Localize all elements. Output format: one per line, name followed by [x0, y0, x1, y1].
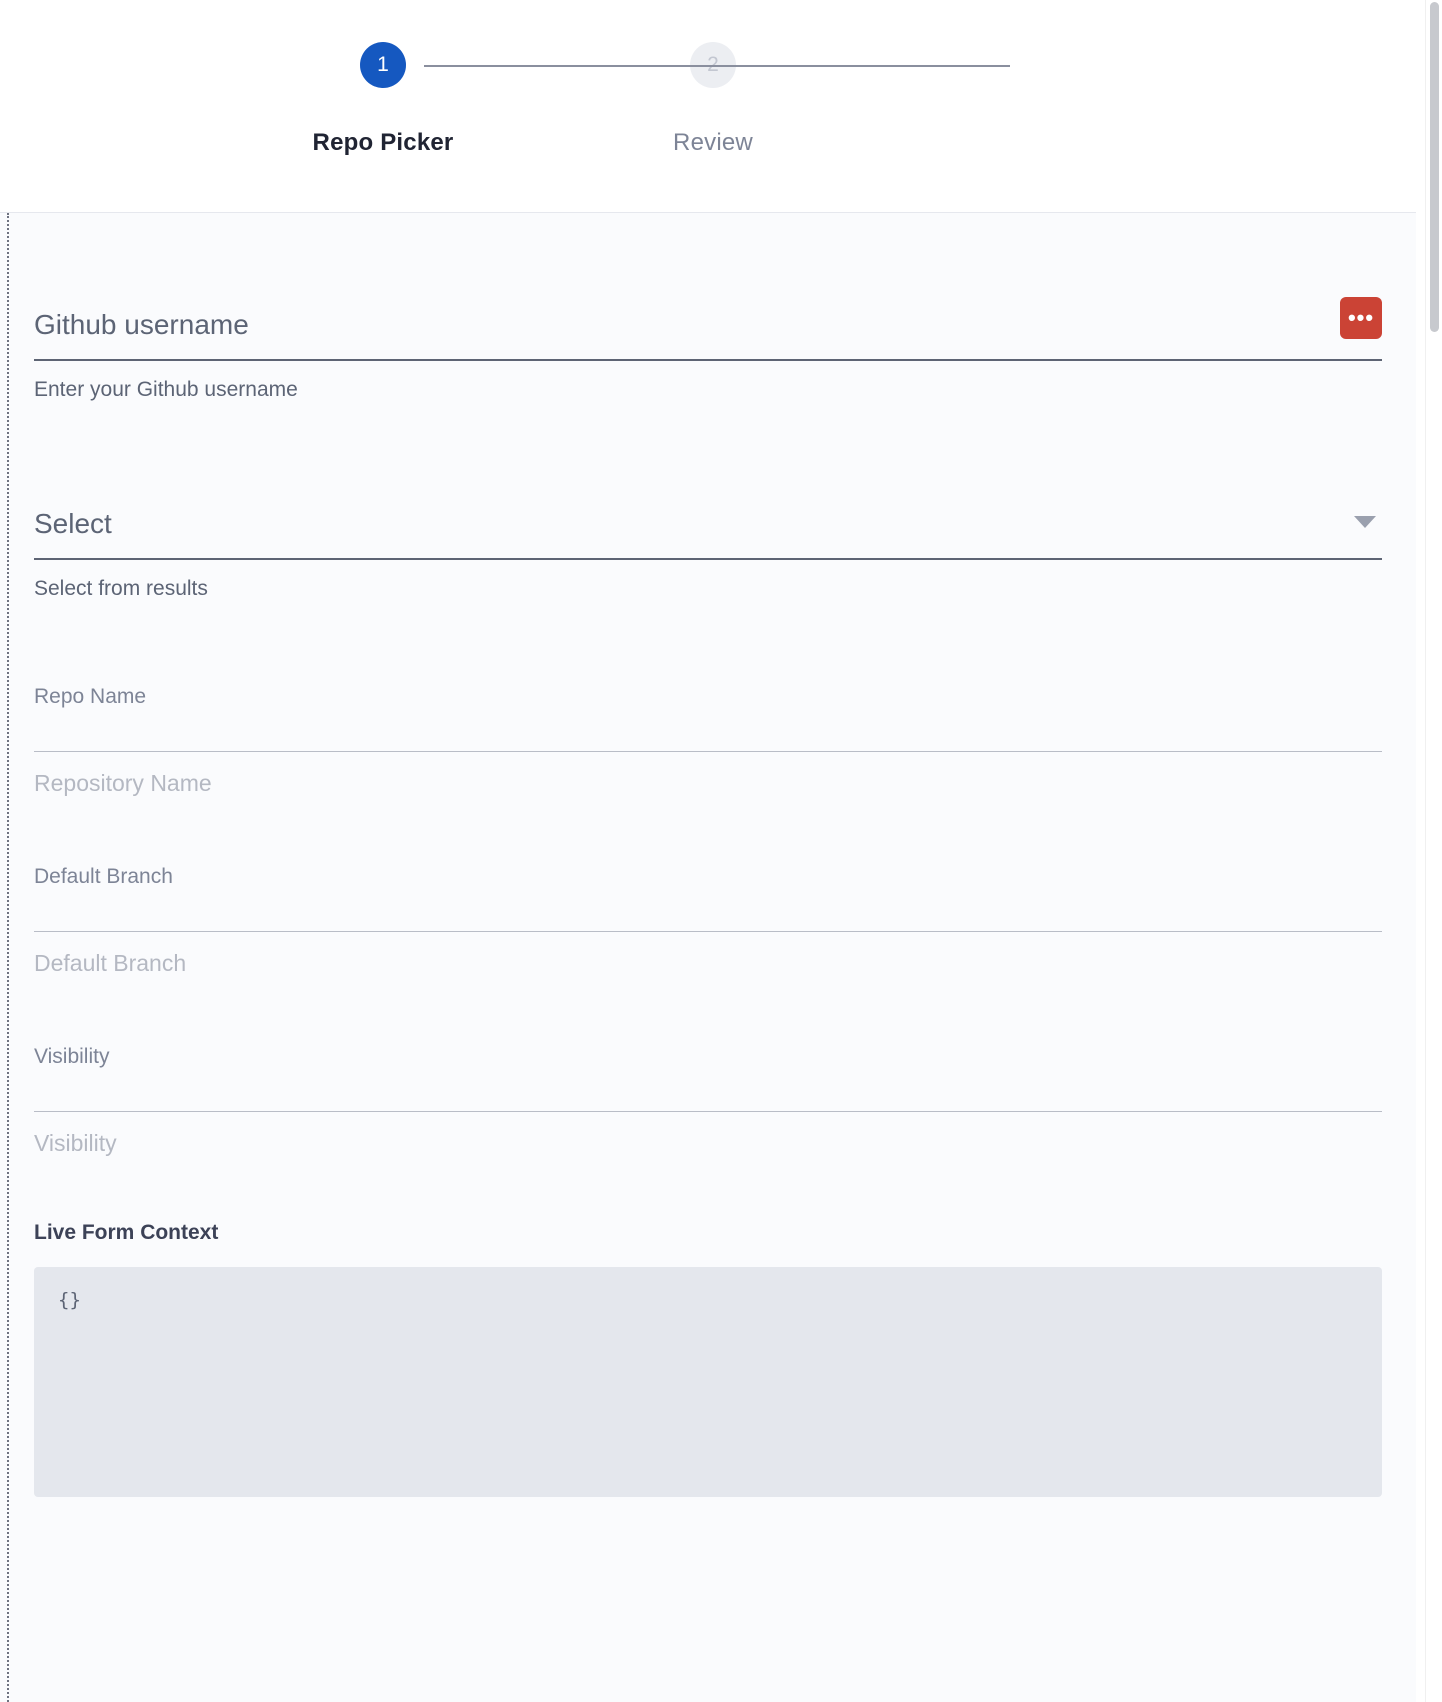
live-form-context-title: Live Form Context: [34, 1221, 219, 1244]
live-form-context-output: {}: [34, 1267, 1382, 1497]
default-branch-underline: [34, 931, 1382, 932]
github-username-error-icon[interactable]: •••: [1340, 297, 1382, 339]
step-1-circle[interactable]: 1: [360, 42, 406, 88]
github-username-hint: Enter your Github username: [34, 378, 298, 401]
page-scrollbar-thumb[interactable]: [1430, 2, 1439, 332]
chevron-down-icon[interactable]: [1354, 516, 1376, 528]
field-visibility[interactable]: [34, 1046, 1382, 1155]
default-branch-label: Default Branch: [34, 865, 173, 888]
github-username-underline: [34, 359, 1382, 361]
github-username-label: Github username: [34, 309, 249, 340]
wizard-stepper: [0, 0, 1442, 212]
live-form-context-section: [34, 1221, 1382, 1497]
stepper-step-review[interactable]: [548, 42, 878, 157]
repo-picker-form: [0, 212, 1416, 1702]
default-branch-input[interactable]: Default Branch: [34, 950, 187, 976]
repo-name-input[interactable]: Repository Name: [34, 770, 212, 796]
stepper-step-repo-picker[interactable]: [218, 42, 548, 157]
repo-name-label: Repo Name: [34, 685, 147, 708]
panel-dashed-border: [7, 213, 9, 1702]
field-github-username[interactable]: [34, 305, 1382, 402]
repo-select-hint: Select from results: [34, 577, 208, 600]
field-default-branch[interactable]: [34, 866, 1382, 975]
visibility-underline: [34, 1111, 1382, 1112]
page-scrollbar[interactable]: [1425, 0, 1442, 1702]
field-repo-name[interactable]: [34, 686, 1382, 795]
stepper-connector-line: [424, 65, 1010, 67]
repo-select-underline: [34, 558, 1382, 560]
visibility-input[interactable]: Visibility: [34, 1130, 117, 1156]
step-1-label: Repo Picker: [312, 129, 454, 156]
step-2-label: Review: [673, 129, 753, 156]
visibility-label: Visibility: [34, 1045, 110, 1068]
field-repo-select[interactable]: [34, 510, 1382, 601]
repo-select-label: Select: [34, 508, 112, 539]
repo-name-underline: [34, 751, 1382, 752]
